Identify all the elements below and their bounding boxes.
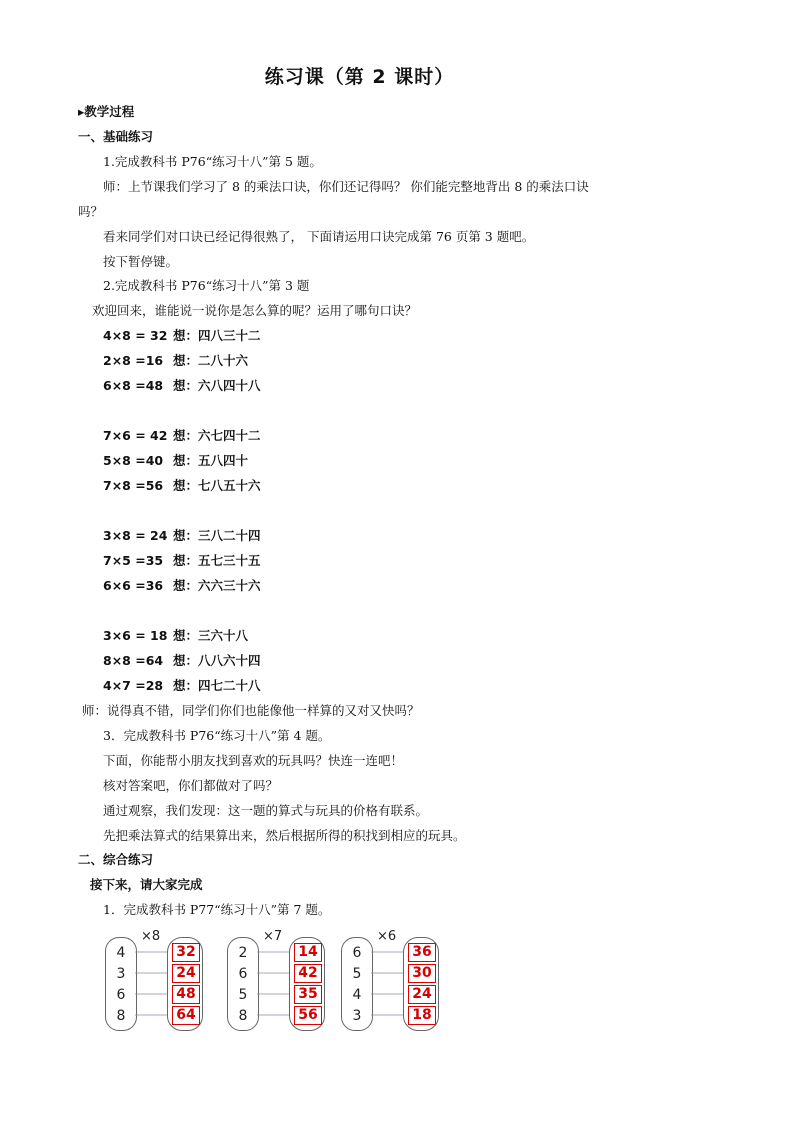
multiplier-label: ×7 xyxy=(263,929,283,944)
task-s2-1: 1．完成教科书 P77“练习十八”第 7 题。 xyxy=(103,902,331,917)
think-phrase: 想：三六十八 xyxy=(173,628,249,643)
equation-line xyxy=(103,453,248,469)
input-number: 5 xyxy=(352,966,362,982)
equation: 7×8 =56 xyxy=(103,478,164,493)
check-answers-line: 核对答案吧，你们都做对了吗？ xyxy=(103,778,279,793)
result-box: 48 xyxy=(172,985,200,1004)
input-number: 3 xyxy=(116,966,126,982)
equation: 4×7 =28 xyxy=(103,678,164,693)
result-box: 18 xyxy=(408,1006,436,1025)
equation: 4×8 = 32 xyxy=(103,328,168,343)
equation-line xyxy=(103,653,261,669)
connector-lines xyxy=(135,937,167,1029)
input-number: 4 xyxy=(116,945,126,961)
multiplication-matching-figure xyxy=(103,929,443,1039)
think-phrase: 想：六七四十二 xyxy=(173,428,261,443)
result-box: 56 xyxy=(294,1006,322,1025)
result-column xyxy=(403,937,439,1031)
result-box: 36 xyxy=(408,943,436,962)
think-phrase: 想：五七三十五 xyxy=(173,553,261,568)
input-number: 3 xyxy=(352,1008,362,1024)
think-phrase: 想：七八五十六 xyxy=(173,478,261,493)
instruction-line: 看来同学们对口诀已经记得很熟了， 下面请运用口诀完成第 76 页第 3 题吧。 xyxy=(103,229,535,244)
section-basic-practice: 一、基础练习 xyxy=(78,129,154,144)
equation-line xyxy=(103,353,248,369)
task-2: 2.完成教科书 P76“练习十八”第 3 题 xyxy=(103,278,310,293)
teaching-process-heading: ▸教学过程 xyxy=(78,104,135,119)
equation-line xyxy=(103,578,261,594)
input-column xyxy=(341,937,373,1031)
pause-line: 按下暂停键。 xyxy=(103,254,179,269)
toys-line: 下面，你能帮小朋友找到喜欢的玩具吗？快连一连吧！ xyxy=(103,753,404,768)
equation-line xyxy=(103,328,261,344)
task-3: 3．完成教科书 P76“练习十八”第 4 题。 xyxy=(103,728,331,743)
input-number: 6 xyxy=(116,987,126,1003)
think-phrase: 想：三八二十四 xyxy=(173,528,261,543)
equation-line xyxy=(103,553,261,569)
result-box: 64 xyxy=(172,1006,200,1025)
result-column xyxy=(167,937,203,1031)
think-phrase: 想：六六三十六 xyxy=(173,578,261,593)
multiply-by-6-group xyxy=(339,929,439,1034)
input-number: 6 xyxy=(238,966,248,982)
think-phrase: 想：四八三十二 xyxy=(173,328,261,343)
multiplier-label: ×6 xyxy=(377,929,397,944)
multiplier-label: ×8 xyxy=(141,929,161,944)
multiply-by-8-group xyxy=(103,929,203,1034)
input-number: 8 xyxy=(116,1008,126,1024)
input-number: 4 xyxy=(352,987,362,1003)
result-box: 14 xyxy=(294,943,322,962)
input-number: 6 xyxy=(352,945,362,961)
think-phrase: 想：五八四十 xyxy=(173,453,249,468)
teacher-question: 师：上节课我们学习了 8 的乘法口诀，你们还记得吗？ 你们能完整地背出 8 的乘法口诀 xyxy=(103,179,589,194)
equation-line xyxy=(103,478,261,494)
equation: 3×6 = 18 xyxy=(103,628,168,643)
equation: 2×8 =16 xyxy=(103,353,164,368)
result-box: 30 xyxy=(408,964,436,983)
page-title: 练习课（第 2 课时） xyxy=(264,66,455,88)
equation-line xyxy=(103,678,261,694)
think-phrase: 想：六八四十八 xyxy=(173,378,261,393)
equation: 7×5 =35 xyxy=(103,553,164,568)
method-line: 先把乘法算式的结果算出来，然后根据所得的积找到相应的玩具。 xyxy=(103,828,466,843)
task-1: 1.完成教科书 P76“练习十八”第 5 题。 xyxy=(103,154,322,169)
input-number: 8 xyxy=(238,1008,248,1024)
think-phrase: 想：四七二十八 xyxy=(173,678,261,693)
equation-line xyxy=(103,628,248,644)
teacher-praise: 师：说得真不错，同学们你们也能像他一样算的又对又快吗？ xyxy=(82,703,420,718)
result-box: 24 xyxy=(408,985,436,1004)
equation: 7×6 = 42 xyxy=(103,428,168,443)
input-column xyxy=(105,937,137,1031)
result-column xyxy=(289,937,325,1031)
input-number: 5 xyxy=(238,987,248,1003)
equation: 6×6 =36 xyxy=(103,578,164,593)
equation: 8×8 =64 xyxy=(103,653,164,668)
result-box: 24 xyxy=(172,964,200,983)
section-comprehensive-practice: 二、综合练习 xyxy=(78,852,154,867)
observation-line: 通过观察，我们发现：这一题的算式与玩具的价格有联系。 xyxy=(103,803,429,818)
equation: 5×8 =40 xyxy=(103,453,164,468)
equation-line xyxy=(103,528,261,544)
connector-lines xyxy=(257,937,289,1029)
welcome-line: 欢迎回来，谁能说一说你是怎么算的呢？运用了哪句口诀？ xyxy=(92,303,418,318)
teacher-question-cont: 吗？ xyxy=(78,204,104,219)
input-number: 2 xyxy=(238,945,248,961)
equation-line xyxy=(103,428,261,444)
result-box: 35 xyxy=(294,985,322,1004)
next-line: 接下来，请大家完成 xyxy=(90,877,203,892)
think-phrase: 想：八八六十四 xyxy=(173,653,261,668)
result-box: 32 xyxy=(172,943,200,962)
equation: 6×8 =48 xyxy=(103,378,164,393)
think-phrase: 想：二八十六 xyxy=(173,353,249,368)
equation-line xyxy=(103,378,261,394)
result-box: 42 xyxy=(294,964,322,983)
multiply-by-7-group xyxy=(225,929,325,1034)
input-column xyxy=(227,937,259,1031)
equation: 3×8 = 24 xyxy=(103,528,168,543)
connector-lines xyxy=(371,937,403,1029)
